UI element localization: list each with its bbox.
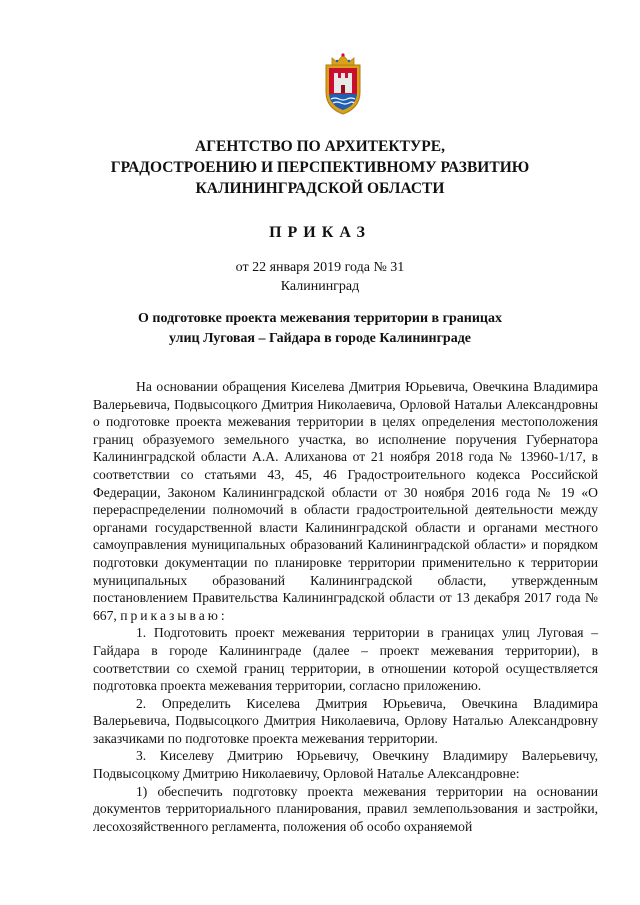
document-date-number: от 22 января 2019 года № 31 xyxy=(235,260,405,275)
document-meta xyxy=(0,258,640,296)
document-subject xyxy=(0,309,640,349)
order-item-3-1: 1) обеспечить подготовку проекта межевания территории на основании документов территориального планирования, правил землепользования и застройки, лесохозяйственного регламента, положения об особо охраняемой xyxy=(93,783,598,834)
agency-name-line: ГРАДОСТРОЕНИЮ И ПЕРСПЕКТИВНОМУ РАЗВИТИЮ xyxy=(110,159,530,176)
subject-line: улиц Луговая – Гайдара в городе Калининграде xyxy=(168,331,472,346)
agency-name-line: КАЛИНИНГРАДСКОЙ ОБЛАСТИ xyxy=(195,180,445,197)
document-body xyxy=(93,378,598,835)
preamble-paragraph xyxy=(93,378,598,624)
coat-of-arms-icon xyxy=(318,52,368,116)
agency-name xyxy=(0,136,640,199)
preamble-text: На основании обращения Киселева Дмитрия Юрьевича, Овечкина Владимира Валерьевича, Подвысоцкого Дмитрия Николаевича, Орловой Натальи Александровны о подготовке проекта межевания территории в целях определения местоположения границ образуемого земельного участка, во исполнение поручения Губернатора Калининградской области А.А. Алиханова от 21 ноября 2018 года № 13960-1/17, в соответствии со статьями 43, 45, 46 Градостроительного кодекса Российской Федерации, Законом Калининградской области от 30 ноября 2016 года № 19 «О перераспределении полномочий в области градостроительной деятельности между органами государственной власти Калининградской области и органами местного самоуправления муниципальных образований Калининградской области» и порядком подготовки документации по планировке территории применительно к территории муниципальных образований Калининградской области, утвержденным постановлением Правительства Калининградской области от 13 декабря 2017 года № 667, xyxy=(93,379,598,623)
decree-word: приказываю: xyxy=(120,607,228,623)
order-item-3: 3. Киселеву Дмитрию Юрьевичу, Овечкину Владимиру Валерьевичу, Подвысоцкому Дмитрию Николаевичу, Орловой Наталье Александровне: xyxy=(93,748,598,782)
order-item-2: 2. Определить Киселева Дмитрия Юрьевича, Овечкина Владимира Валерьевича, Подвысоцкого Дмитрия Николаевича, Орлову Наталью Александровну заказчиками по подготовке проекта межевания территории. xyxy=(93,695,598,746)
order-item-1: 1. Подготовить проект межевания территории в границах улиц Луговая – Гайдара в городе Калининграде (далее – проект межевания территории), в соответствии со схемой границ территории, в отношении которой осуществляется подготовка проекта межевания территории, согласно приложению. xyxy=(93,625,598,694)
document-type-heading: ПРИКАЗ xyxy=(269,224,371,241)
document-city: Калининград xyxy=(280,279,360,294)
subject-line: О подготовке проекта межевания территории в границах xyxy=(138,311,502,326)
agency-name-line: АГЕНТСТВО ПО АРХИТЕКТУРЕ, xyxy=(195,138,445,155)
